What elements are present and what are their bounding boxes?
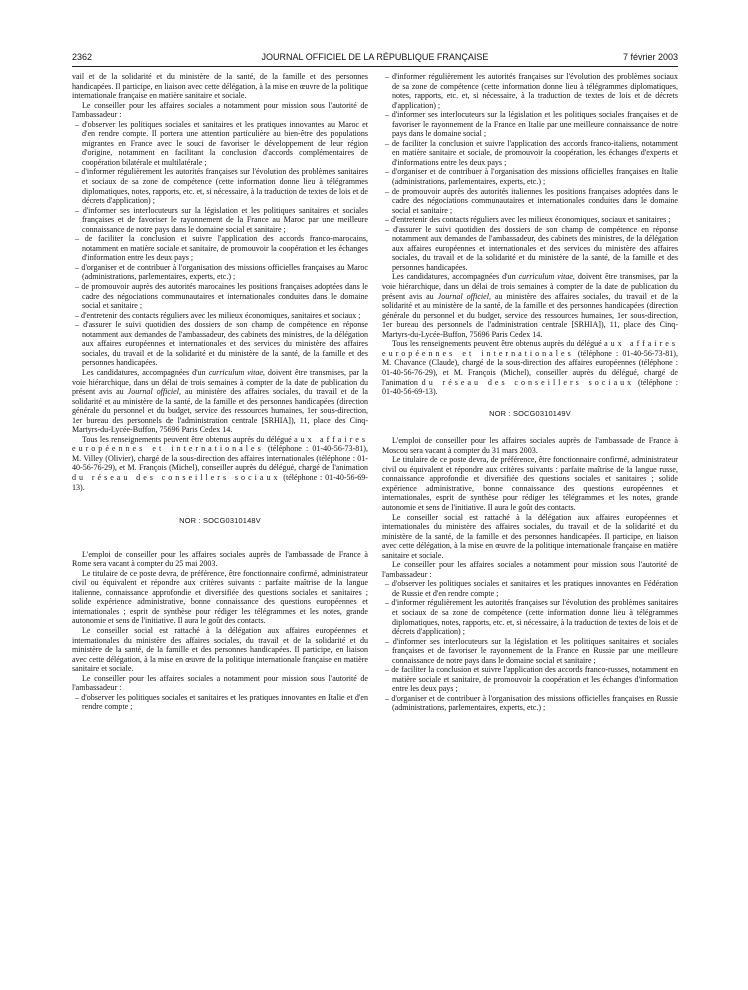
right-column	[382, 72, 678, 713]
list-item: – d'observer les politiques sociales et sanitaires et les pratiques innovantes en Italie et d'en rendre compte ;	[72, 693, 368, 712]
candidature-paragraph: Les candidatures, accompagnées d'un curriculum vitae, doivent être transmises, par la voie hiérarchique, dans un délai de trois semaines à compter de la date de publication du présent avis au Journal officiel, au ministère des affaires sociales, du travail et de la solidarité et au ministère de la santé, de la famille et des personnes handicapées (direction générale du personnel et du budget, service des ressources humaines, 1er sous-direction, 1er bureau des personnels de l'administration centrale [SRHIA]), 11, place des Cinq-Martyrs-du-Lycée-Buffon, 75696 Paris Cedex 14.	[72, 367, 368, 435]
issue-date: 7 février 2003	[622, 52, 678, 62]
contact-paragraph: Tous les renseignements peuvent être obtenus auprès du délégué aux affaires européennes et internationales (téléphone : 01-40-56-73-81), M. Villey (Olivier), chargé de la sous-direction des affaires internationales (téléphone : 01-40-56-76-29), et M. François (Michel), conseiller auprès du délégué, chargé de l'animation du réseau des conseillers sociaux (téléphone : 01-40-56-69-13).	[72, 434, 368, 492]
list-item: – de faciliter la conclusion et suivre l'application des accords franco-russes, notamment en matière sociale et sanitaire, de promouvoir la coopération et les échanges d'information entre les deux pays ;	[382, 665, 678, 694]
paragraph: Le titulaire de ce poste devra, de préférence, être fonctionnaire confirmé, administrateur civil ou équivalent et répondre aux critères suivants : parfaite maîtrise de la langue russe, connaissance approfondie et diversifiée des questions sociales et sanitaires ; solide expérience administrative, bonne connaissance des questions européennes et internationales, esprit de synthèse pour rédiger les télégrammes et les notes, grande autonomie et sens de l'initiative. Il aura le goût des contacts.	[382, 455, 678, 512]
paragraph: Le conseiller pour les affaires sociales a notamment pour mission sous l'autorité de l'ambassadeur :	[382, 560, 678, 579]
paragraph: L'emploi de conseiller pour les affaires sociales auprès de l'ambassade de France à Moscou sera vacant à compter du 31 mars 2003.	[382, 436, 678, 455]
list-item: – d'organiser et de contribuer à l'organisation des missions officielles françaises au Maroc (administrations, parlementaires, experts, etc.) ;	[72, 263, 368, 282]
paragraph: Le conseiller social est rattaché à la délégation aux affaires européennes et internationales du ministère des affaires sociales, du travail et de la solidarité et du ministère de la santé, de la famille et des personnes handicapées. Il participe, en liaison avec cette délégation, à la mise en œuvre de la politique internationale française en matière sanitaire et sociale.	[382, 512, 678, 560]
list-item: – d'informer ses interlocuteurs sur la législation et les politiques sanitaires et sociales françaises et de favoriser le rayonnement de la France au Maroc par une meilleure connaissance de notre pays dans le domaine social et sanitaire ;	[72, 206, 368, 235]
header-rule	[72, 66, 678, 67]
list-item: – d'entretenir des contacts réguliers avec les milieux économiques, sanitaires et sociaux ;	[72, 311, 368, 321]
list-item: – de promouvoir auprès des autorités italiennes les positions françaises adoptées dans le cadre des négociations communautaires et internationales conduites dans le domaine social et sanitaire ;	[382, 187, 678, 216]
list-item: – d'informer ses interlocuteurs sur la législation et les politiques sanitaires et sociales françaises et de favoriser le rayonnement de la France en Russie par une meilleure connaissance de notre pays dans le domaine social et sanitaire ;	[382, 637, 678, 666]
paragraph: Le titulaire de ce poste devra, de préférence, être fonctionnaire confirmé, administrateur civil ou équivalent et répondre aux critères suivants : parfaite maîtrise de la langue italienne, connaissance approfondie et diversifiée des questions sociales et sanitaires ; solide expérience administrative, bonne connaissance des questions européennes et internationales ; esprit de synthèse pour rédiger les télégrammes et les notes, grande autonomie et sens de l'initiative. Il aura le goût des contacts.	[72, 568, 368, 626]
paragraph: Le conseiller pour les affaires sociales a notamment pour mission sous l'autorité de l'ambassadeur :	[72, 673, 368, 693]
mission-list	[382, 579, 678, 713]
nor-reference: NOR : SOCG0310148V	[179, 516, 261, 526]
list-item: – d'assurer le suivi quotidien des dossiers de son champ de compétence en réponse notamment aux demandes de l'ambassadeur, des cabinets des ministres, de la délégation aux affaires européennes et internationales et des services du ministère des affaires sociales, du travail et de la solidarité et du ministère de la santé, de la famille et des personnes handicapées.	[382, 225, 678, 273]
mission-list	[72, 120, 368, 368]
candidature-paragraph: Les candidatures, accompagnées d'un curriculum vitae, doivent être transmises, par la voie hiérarchique, dans un délai de trois semaines à compter de la date de publication du présent avis au Journal officiel, au ministère des affaires sociales, du travail et de la solidarité et au ministère de la santé, de la famille et des personnes handicapées (direction générale du personnel et du budget, service des ressources humaines, 1er sous-direction, 1er bureau des personnels de l'administration centrale [SRHIA]), 11, place des Cinq-Martyrs-du-Lycée-Buffon, 75696 Paris Cedex 14.	[382, 272, 678, 339]
list-item: – d'entretenir des contacts réguliers avec les milieux économiques, sociaux et sanitaires ;	[382, 215, 678, 225]
paragraph: vail et de la solidarité et du ministère de la santé, de la famille et des personnes handicapées. Il participe, en liaison avec cette délégation, à la mise en œuvre de la politique internationale française en matière sanitaire et sociale.	[72, 72, 368, 101]
list-item: – d'informer régulièrement les autorités françaises sur l'évolution des problèmes sanitaires et sociaux de sa zone de compétence (cette information donne lieu à télégrammes diplomatiques, notes, rapports, etc. et, si nécessaire, à la traduction de textes de lois et de décrets d'application) ;	[72, 167, 368, 205]
list-item: – de faciliter la conclusion et suivre l'application des accords franco-marocains, notamment en matière sociale et sanitaire, de promouvoir la coopération et les échanges d'information entre les deux pays ;	[72, 234, 368, 263]
list-item: – de promouvoir auprès des autorités marocaines les positions françaises adoptées dans le cadre des négociations communautaires et internationales conduites dans le domaine social et sanitaire ;	[72, 282, 368, 311]
list-item: – d'informer ses interlocuteurs sur la législation et les politiques sociales françaises et de favoriser le rayonnement de la France en Italie par une meilleure connaissance de notre pays dans le domaine social ;	[382, 110, 678, 139]
nor-reference: NOR : SOCG0310149V	[489, 408, 571, 418]
list-item: – d'organiser et de contribuer à l'organisation des missions officielles françaises en Italie (administrations, parlementaires, experts, etc.) ;	[382, 167, 678, 186]
list-item: – d'observer les politiques sociales et sanitaires et les pratiques innovantes en Fédération de Russie et d'en rendre compte ;	[382, 579, 678, 598]
list-item: – d'informer régulièrement les autorités françaises sur l'évolution des problèmes sanitaires et sociaux de sa zone de compétence (cette information donne lieu à télégrammes diplomatiques, notes, rapports, etc. et, si nécessaire, à la traduction de textes de lois et de décrets d'application) ;	[382, 598, 678, 636]
left-column	[72, 72, 368, 712]
mission-list	[72, 693, 368, 712]
list-item: – d'organiser et de contribuer à l'organisation des missions officielles françaises en Russie (administrations, parlementaires, experts, etc.) ;	[382, 694, 678, 713]
list-item: – d'assurer le suivi quotidien des dossiers de son champ de compétence en réponse notamment aux demandes de l'ambassadeur, des cabinets des ministres, de la délégation aux affaires européennes et internationales et des services du ministère des affaires sociales, du travail et de la solidarité et du ministère de la santé, de la famille et des personnes handicapées.	[72, 320, 368, 368]
list-item: – d'observer les politiques sociales et sanitaires et les pratiques innovantes au Maroc et d'en rendre compte. Il portera une attention particulière au bien-être des populations migrantes en France avec le souci de favoriser le développement de leur région d'origine, notamment en facilitant la conclusion d'accords complémentaires de coopération bilatérale et multilatérale ;	[72, 120, 368, 168]
contact-paragraph: Tous les renseignements peuvent être obtenus auprès du délégué aux affaires européennes et internationales (téléphone : 01-40-56-73-81), M. Chavance (Claude), chargé de la sous-direction des affaires européennes (téléphone : 01-40-56-76-29), et M. François (Michel), conseiller auprès du délégué, chargé de l'animation du réseau des conseillers sociaux (téléphone : 01-40-56-69-13).	[382, 339, 678, 397]
paragraph: Le conseiller social est rattaché à la délégation aux affaires européennes et internationales du ministère des affaires sociales, du travail et de la solidarité et du ministère de la santé, de la famille et des personnes handicapées. Il participe, en liaison avec cette délégation, à la mise en œuvre de la politique internationale française en matière sanitaire et sociale.	[72, 625, 368, 674]
list-item: – d'informer régulièrement les autorités françaises sur l'évolution des problèmes sociaux de sa zone de compétence (cette information donne lieu à télégrammes diplomatiques, notes, rapports, etc. et, si nécessaire, à la traduction de textes de lois et de décrets d'application) ;	[382, 72, 678, 110]
page-number: 2362	[72, 52, 93, 62]
paragraph: Le conseiller pour les affaires sociales a notamment pour mission sous l'autorité de l'ambassadeur :	[72, 100, 368, 120]
journal-title: JOURNAL OFFICIEL DE LA RÉPUBLIQUE FRANÇAISE	[261, 52, 489, 62]
list-item: – de faciliter la conclusion et suivre l'application des accords franco-italiens, notamment en matière sanitaire et sociale, de promouvoir la coopération, les échanges d'experts et d'informations entre les deux pays ;	[382, 139, 678, 168]
mission-list	[382, 72, 678, 272]
paragraph: L'emploi de conseiller pour les affaires sociales auprès de l'ambassade de France à Rome sera vacant à compter du 25 mai 2003.	[72, 549, 368, 569]
page-header	[72, 52, 678, 66]
